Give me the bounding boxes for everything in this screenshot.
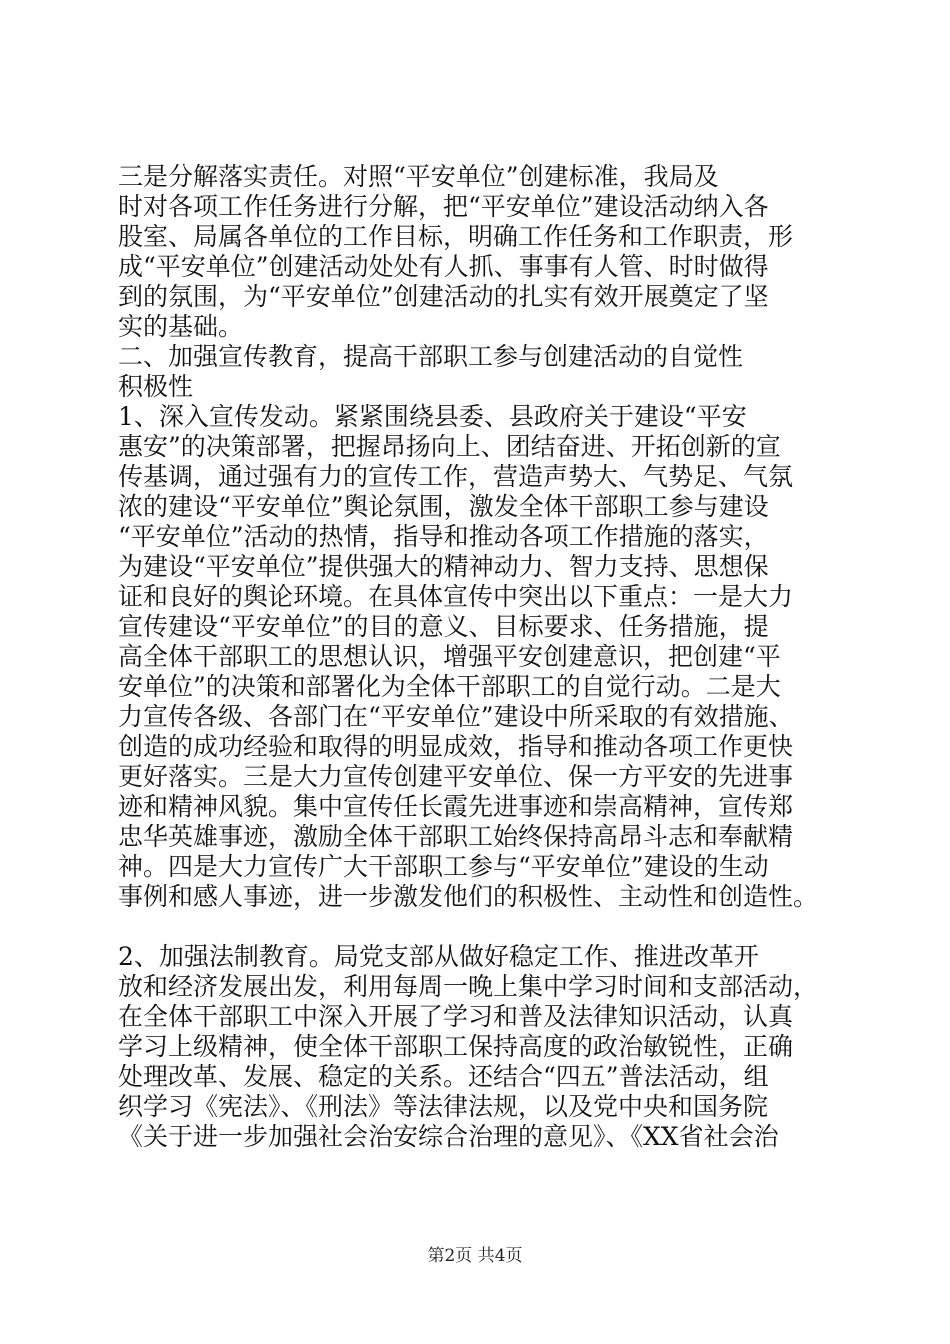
body-text-line: 时对各项工作任务进行分解，把“平安单位”建设活动纳入各: [118, 192, 769, 221]
body-text-line: 迹和精神风貌。集中宣传任长霞先进事迹和崇高精神，宣传郑: [118, 792, 794, 821]
body-text-line: 证和良好的舆论环境。在具体宣传中突出以下重点：一是大力: [118, 582, 794, 611]
body-text-line: 神。四是大力宣传广大干部职工参与“平安单位”建设的生动: [118, 852, 769, 881]
body-text-line: 实的基础。: [118, 312, 244, 341]
section-heading-line: 积极性: [118, 372, 194, 401]
body-text-line: 成“平安单位”创建活动处处有人抓、事事有人管、时时做得: [118, 252, 769, 281]
body-text-line: 《关于进一步加强社会治安综合治理的意见》、《XX省社会治: [118, 1122, 779, 1151]
body-text-line: 2、加强法制教育。局党支部从做好稳定工作、推进改革开: [118, 942, 759, 971]
body-text-line: 高全体干部职工的思想认识，增强平安创建意识，把创建“平: [118, 642, 781, 671]
body-text-line: 忠华英雄事迹，激励全体干部职工始终保持高昂斗志和奉献精: [118, 822, 794, 851]
section-heading-line: 二、加强宣传教育，提高干部职工参与创建活动的自觉性: [118, 342, 744, 371]
body-text-line: 在全体干部职工中深入开展了学习和普及法律知识活动，认真: [118, 1002, 794, 1031]
body-text-line: 学习上级精神，使全体干部职工保持高度的政治敏锐性，正确: [118, 1032, 794, 1061]
page-footer: 第2页 共4页: [427, 1246, 523, 1266]
body-text-line: 处理改革、发展、稳定的关系。还结合“四五”普法活动，组: [118, 1062, 769, 1091]
body-text-line: 更好落实。三是大力宣传创建平安单位、保一方平安的先进事: [118, 762, 794, 791]
body-text-line: 为建设“平安单位”提供强大的精神动力、智力支持、思想保: [118, 552, 769, 581]
body-text-line: 股室、局属各单位的工作目标，明确工作任务和工作职责，形: [118, 222, 794, 251]
body-text-line: 惠安”的决策部署，把握昂扬向上、团结奋进、开拓创新的宣: [118, 432, 781, 461]
body-text-line: 浓的建设“平安单位”舆论氛围，激发全体干部职工参与建设: [118, 492, 769, 521]
body-text-line: 1、深入宣传发动。紧紧围绕县委、县政府关于建设“平安: [118, 402, 747, 431]
body-text-line: 放和经济发展出发，利用每周一晚上集中学习时间和支部活动，: [118, 972, 819, 1001]
body-text-line: 安单位”的决策和部署化为全体干部职工的自觉行动。二是大: [118, 672, 781, 701]
body-text-line: 织学习《宪法》、《刑法》等法律法规，以及党中央和国务院: [118, 1092, 769, 1121]
body-text-line: 传基调，通过强有力的宣传工作，营造声势大、气势足、气氛: [118, 462, 794, 491]
body-text-line: 到的氛围，为“平安单位”创建活动的扎实有效开展奠定了坚: [118, 282, 769, 311]
body-text-line: 创造的成功经验和取得的明显成效，指导和推动各项工作更快: [118, 732, 794, 761]
body-text-line: 宣传建设“平安单位”的目的意义、目标要求、任务措施，提: [118, 612, 769, 641]
body-text-line: 力宣传各级、各部门在“平安单位”建设中所采取的有效措施、: [118, 702, 794, 731]
body-text-line: 事例和感人事迹，进一步激发他们的积极性、主动性和创造性。: [118, 882, 819, 911]
body-text-line: 三是分解落实责任。对照“平安单位”创建标准，我局及: [118, 162, 719, 191]
body-text-line: “平安单位”活动的热情，指导和推动各项工作措施的落实，: [118, 522, 769, 551]
